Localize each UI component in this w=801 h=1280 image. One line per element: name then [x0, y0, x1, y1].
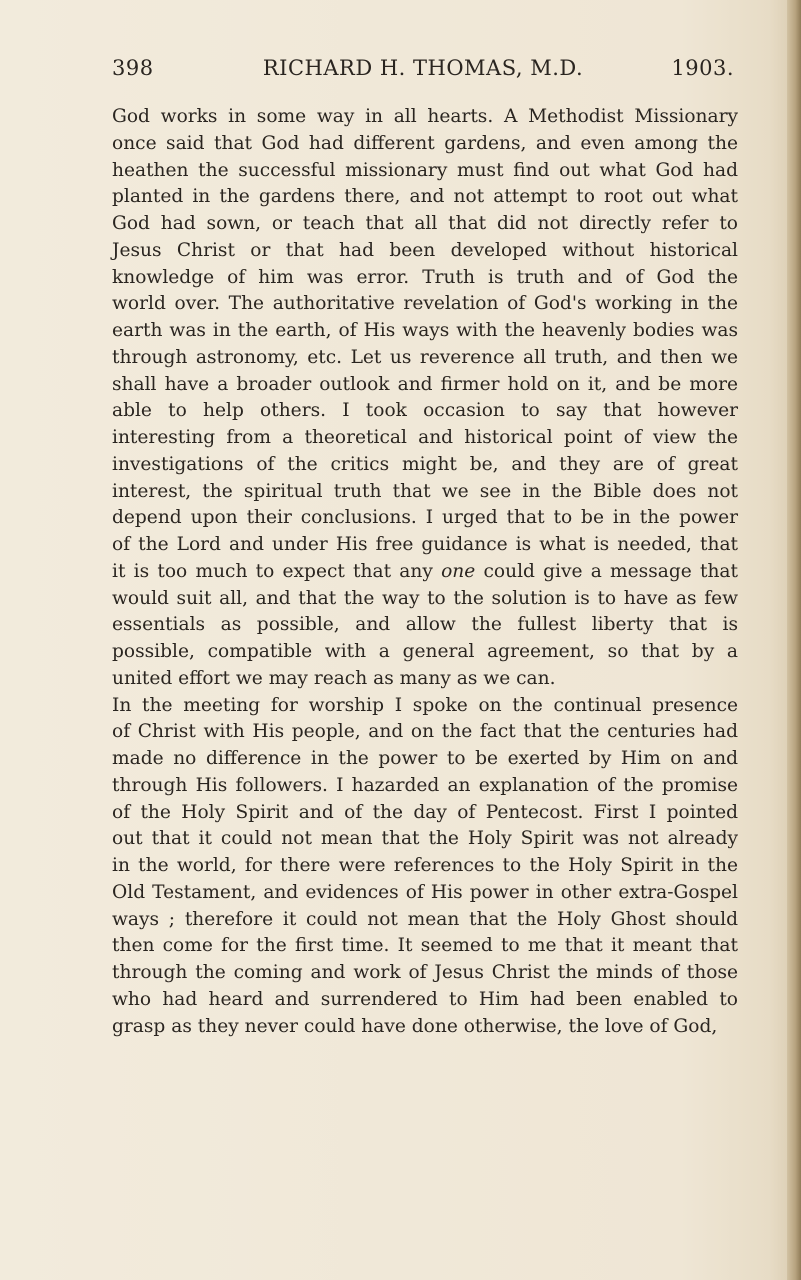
text-line: God works in some way in all hearts. A Methodist Missionary — [112, 106, 738, 127]
text-line: of Christ with His people, and on the fact that the centuries had — [112, 721, 738, 743]
text-line: knowledge of him was error. Truth is truth and of God the — [112, 266, 738, 288]
text-line: world over. The authoritative revelation of God's working in the — [112, 293, 738, 315]
text-line: grasp as they never could have done otherwise, the love of God, — [112, 1015, 718, 1037]
text-line: earth was in the earth, of His ways with the heavenly bodies was — [112, 320, 738, 341]
text-line: through astronomy, etc. Let us reverence all truth, and then we — [112, 346, 738, 368]
text-line: would suit all, and that the way to the solution is to have as few — [112, 587, 738, 609]
text-line: able to help others. I took occasion to say that however — [112, 400, 738, 422]
text-line: made no difference in the power to be exerted by Him on and — [112, 748, 738, 769]
text-line: heathen the successful missionary must find out what God had — [112, 159, 738, 181]
text-line: Old Testament, and evidences of His power in other extra-Gospel — [112, 881, 738, 903]
text-line: interest, the spiritual truth that we see in the Bible does not — [112, 480, 738, 502]
text-line: of the Lord and under His free guidance is what is needed, that — [112, 534, 738, 555]
text-line: ways ; therefore it could not mean that the Holy Ghost should — [112, 908, 738, 930]
text-line: investigations of the critics might be, and they are of great — [112, 453, 738, 475]
text-line: essentials as possible, and allow the fullest liberty that is — [112, 614, 738, 636]
text-line: In the meeting for worship I spoke on the continual presence — [112, 694, 738, 716]
text-line: through His followers. I hazarded an explanation of the promise — [112, 774, 738, 796]
text-line: God had sown, or teach that all that did not directly refer to — [112, 213, 738, 234]
text-line: united effort we may reach as many as we can. — [112, 667, 556, 689]
text-line: in the world, for there were references to the Holy Spirit in the — [112, 855, 738, 876]
running-title: RICHARD H. THOMAS, M.D. — [262, 56, 584, 80]
text-line: through the coming and work of Jesus Christ the minds of those — [112, 962, 738, 983]
text-line: possible, compatible with a general agreement, so that by a — [112, 641, 738, 662]
text-line: Jesus Christ or that had been developed without historical — [112, 239, 738, 261]
text-line: of the Holy Spirit and of the day of Pentecost. First I pointed — [112, 801, 738, 823]
running-header — [112, 56, 734, 90]
text-run: could give a message that — [475, 560, 738, 582]
text-line: then come for the first time. It seemed to me that it meant that — [112, 935, 738, 957]
text-line — [112, 559, 738, 586]
text-line: depend upon their conclusions. I urged that to be in the power — [112, 507, 738, 529]
text-line: once said that God had different gardens, and even among the — [112, 132, 738, 154]
text-line: interesting from a theoretical and historical point of view the — [112, 427, 738, 448]
page-number: 398 — [112, 56, 154, 80]
header-year: 1903. — [671, 56, 734, 80]
text-line: out that it could not mean that the Holy Spirit was not already — [112, 828, 738, 850]
italic-word: one — [441, 560, 476, 582]
text-line: who had heard and surrendered to Him had been enabled to — [112, 988, 738, 1010]
text-run: it is too much to expect that any — [112, 560, 442, 582]
body-text — [112, 104, 738, 1040]
page-edge — [787, 0, 801, 1280]
text-line: planted in the gardens there, and not attempt to root out what — [112, 186, 738, 208]
text-line: shall have a broader outlook and firmer hold on it, and be more — [112, 373, 738, 395]
